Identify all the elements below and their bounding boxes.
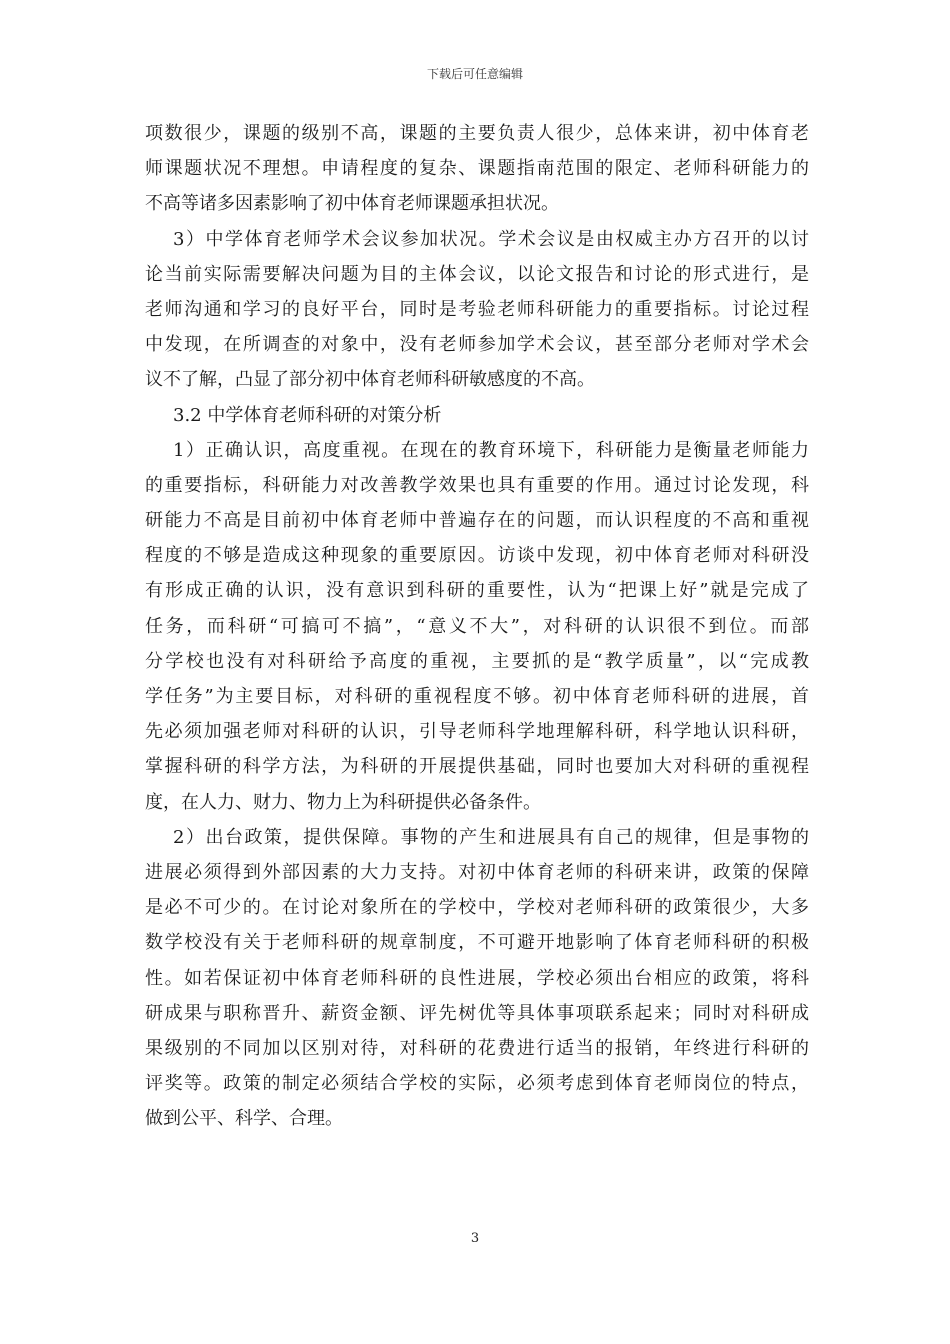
text-line: 中发现，在所调查的对象中，没有老师参加学术会议，甚至部分老师对学术会 (145, 334, 809, 356)
text-line: 果级别的不同加以区别对待，对科研的花费进行适当的报销，年终进行科研的 (145, 1037, 809, 1059)
text-line: 分学校也没有对科研给予高度的重视，主要抓的是“教学质量”，以“完成教 (145, 650, 809, 672)
section-heading: 3.2 中学体育老师科研的对策分析 (173, 404, 442, 426)
text-line: 1）正确认识，高度重视。在现在的教育环境下，科研能力是衡量老师能力 (173, 439, 809, 461)
text-line: 论当前实际需要解决问题为目的主体会议，以论文报告和讨论的形式进行，是 (145, 263, 809, 285)
text-line: 2）出台政策，提供保障。事物的产生和进展具有自己的规律，但是事物的 (173, 826, 809, 848)
text-line: 的重要指标，科研能力对改善教学效果也具有重要的作用。通过讨论发现，科 (145, 474, 809, 496)
text-line: 研能力不高是目前初中体育老师中普遍存在的问题，而认识程度的不高和重视 (145, 510, 809, 532)
text-line: 先必须加强老师对科研的认识，引导老师科学地理解科研，科学地认识科研， (145, 721, 809, 743)
text-line: 做到公平、科学、合理。 (145, 1108, 343, 1130)
text-line: 3）中学体育老师学术会议参加状况。学术会议是由权威主办方召开的以讨 (173, 228, 809, 250)
text-line: 任务，而科研“可搞可不搞”，“意义不大”，对科研的认识很不到位。而部 (145, 615, 809, 637)
text-line: 进展必须得到外部因素的大力支持。对初中体育老师的科研来讲，政策的保障 (145, 861, 809, 883)
text-line: 师课题状况不理想。申请程度的复杂、课题指南范围的限定、老师科研能力的 (145, 158, 809, 180)
text-line: 研成果与职称晋升、薪资金额、评先树优等具体事项联系起来；同时对科研成 (145, 1002, 809, 1024)
text-line: 不高等诸多因素影响了初中体育老师课题承担状况。 (145, 193, 559, 215)
text-line: 评奖等。政策的制定必须结合学校的实际，必须考虑到体育老师岗位的特点， (145, 1073, 809, 1095)
text-line: 议不了解，凸显了部分初中体育老师科研敏感度的不高。 (145, 369, 595, 391)
text-line: 学任务”为主要目标，对科研的重视程度不够。初中体育老师科研的进展，首 (145, 686, 809, 707)
page-number: 3 (470, 1231, 480, 1246)
text-line: 掌握科研的科学方法，为科研的开展提供基础，同时也要加大对科研的重视程 (145, 756, 809, 778)
text-line: 有形成正确的认识，没有意识到科研的重要性，认为“把课上好”就是完成了 (145, 580, 809, 602)
text-line: 性。如若保证初中体育老师科研的良性进展，学校必须出台相应的政策，将科 (145, 967, 809, 989)
text-line: 是必不可少的。在讨论对象所在的学校中，学校对老师科研的政策很少，大多 (145, 897, 809, 919)
text-line: 项数很少，课题的级别不高，课题的主要负责人很少，总体来讲，初中体育老 (145, 123, 809, 144)
text-line: 程度的不够是造成这种现象的重要原因。访谈中发现，初中体育老师对科研没 (145, 545, 809, 567)
page-header: 下载后可任意编辑 (426, 67, 523, 81)
text-line: 数学校没有关于老师科研的规章制度，不可避开地影响了体育老师科研的积极 (145, 932, 809, 954)
body-text (145, 116, 809, 1136)
text-line: 老师沟通和学习的良好平台，同时是考验老师科研能力的重要指标。讨论过程 (145, 298, 809, 320)
text-line: 度，在人力、财力、物力上为科研提供必备条件。 (145, 791, 541, 813)
